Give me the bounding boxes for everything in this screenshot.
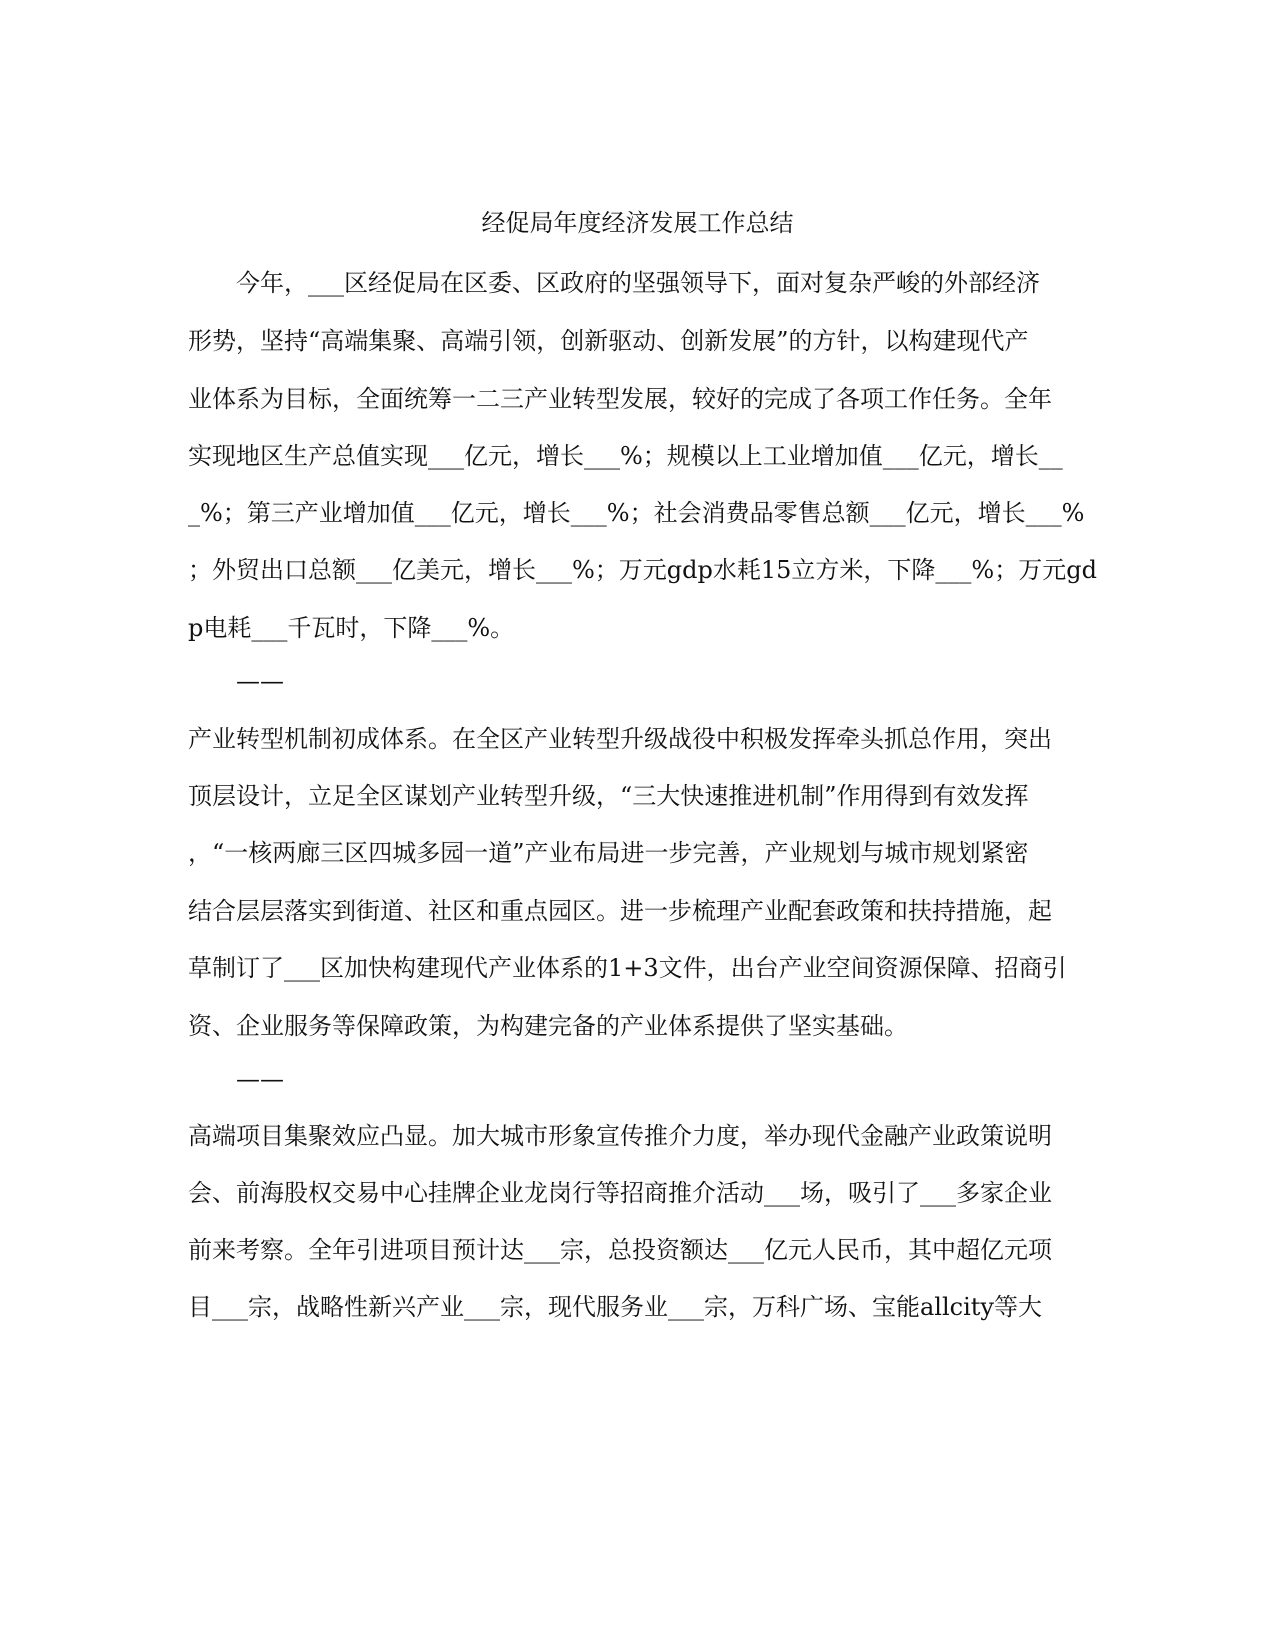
- text-line: 今年，___区经促局在区委、区政府的坚强领导下，面对复杂严峻的外部经济: [236, 269, 1040, 297]
- text-line: 资、企业服务等保障政策，为构建完备的产业体系提供了坚实基础。: [188, 1012, 908, 1040]
- text-line: 前来考察。全年引进项目预计达___宗，总投资额达___亿元人民币，其中超亿元项: [188, 1236, 1052, 1264]
- text-line: 高端项目集聚效应凸显。加大城市形象宣传推介力度，举办现代金融产业政策说明: [188, 1122, 1052, 1150]
- text-line: ；外贸出口总额___亿美元，增长___%；万元gdp水耗15立方米，下降___%；万元gd: [188, 556, 1097, 584]
- text-line: p电耗___千瓦时，下降___%。: [188, 614, 515, 642]
- text-line: 目___宗，战略性新兴产业___宗，现代服务业___宗，万科广场、宝能allcity等大: [188, 1293, 1042, 1321]
- text-line: 业体系为目标，全面统筹一二三产业转型发展，较好的完成了各项工作任务。全年: [188, 385, 1052, 413]
- text-line: 产业转型机制初成体系。在全区产业转型升级战役中积极发挥牵头抓总作用，突出: [188, 725, 1052, 753]
- text-line: _%；第三产业增加值___亿元，增长___%；社会消费品零售总额___亿元，增长___%: [188, 499, 1085, 527]
- section-dash: ——: [236, 1065, 284, 1093]
- text-line: ，“一核两廊三区四城多园一道”产业布局进一步完善，产业规划与城市规划紧密: [188, 839, 1029, 867]
- text-line: 草制订了___区加快构建现代产业体系的1+3文件，出台产业空间资源保障、招商引: [188, 954, 1067, 982]
- document-title: 经促局年度经济发展工作总结: [481, 209, 794, 237]
- text-line: 结合层层落实到街道、社区和重点园区。进一步梳理产业配套政策和扶持措施，起: [188, 897, 1052, 925]
- text-line: 顶层设计，立足全区谋划产业转型升级，“三大快速推进机制”作用得到有效发挥: [188, 782, 1029, 810]
- section-dash: ——: [236, 667, 284, 695]
- text-line: 形势，坚持“高端集聚、高端引领，创新驱动、创新发展”的方针，以构建现代产: [188, 327, 1029, 355]
- text-line: 实现地区生产总值实现___亿元，增长___%；规模以上工业增加值___亿元，增长__: [188, 442, 1063, 470]
- text-line: 会、前海股权交易中心挂牌企业龙岗行等招商推介活动___场，吸引了___多家企业: [188, 1179, 1052, 1207]
